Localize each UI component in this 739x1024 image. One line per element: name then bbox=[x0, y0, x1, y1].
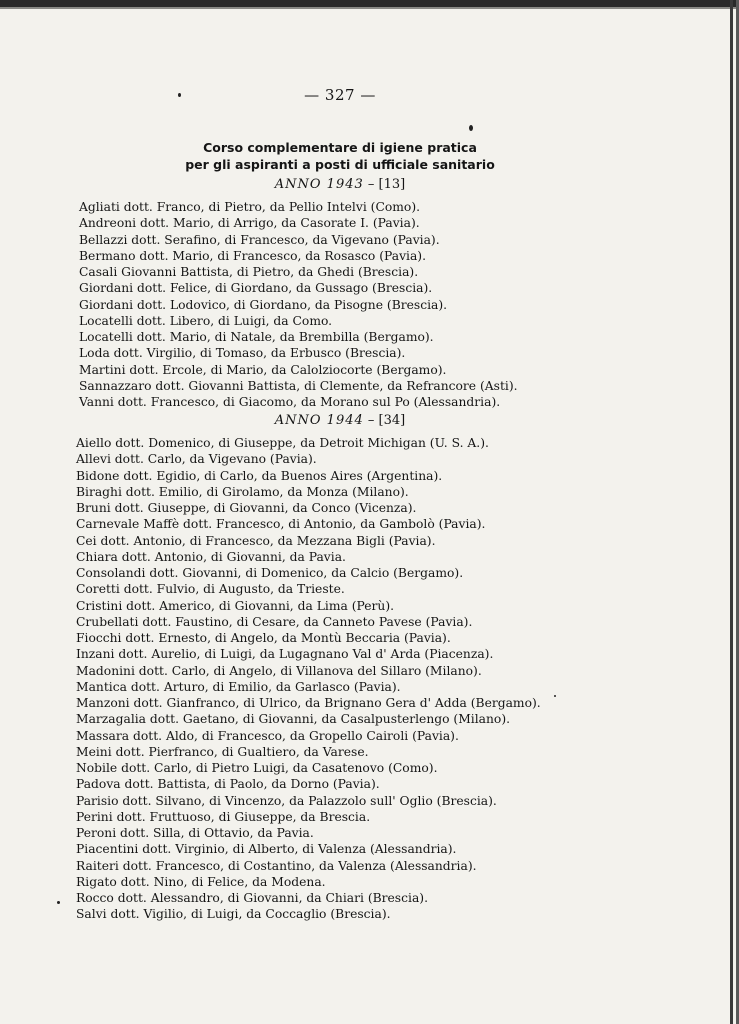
list-item: Salvi dott. Vigilio, di Luigi, da Coccaglio (Brescia). bbox=[76, 907, 391, 922]
year-label: ANNO 1944 bbox=[274, 413, 364, 428]
name-list-1944 bbox=[0, 435, 541, 923]
list-item: Locatelli dott. Libero, di Luigi, da Como. bbox=[79, 313, 333, 328]
list-item: Chiara dott. Antonio, di Giovanni, da Pavia. bbox=[76, 549, 346, 564]
list-item: Raiteri dott. Francesco, di Costantino, da Valenza (Alessandria). bbox=[76, 858, 477, 873]
scan-top-border bbox=[0, 0, 739, 7]
year-heading-1943 bbox=[0, 177, 680, 192]
list-item: Sannazzaro dott. Giovanni Battista, di Clemente, da Refrancore (Asti). bbox=[79, 378, 518, 393]
list-item: Bellazzi dott. Serafino, di Francesco, da Vigevano (Pavia). bbox=[79, 232, 440, 247]
list-item: Bruni dott. Giuseppe, di Giovanni, da Conco (Vicenza). bbox=[76, 501, 417, 515]
list-item: Marzagalia dott. Gaetano, di Giovanni, da Casalpusterlengo (Milano). bbox=[76, 712, 511, 727]
list-item: Cristini dott. Americo, di Giovanni, da Lima (Perù). bbox=[76, 598, 395, 613]
title-line-2: per gli aspiranti a posti di ufficiale sanitario bbox=[185, 157, 495, 172]
list-item: Casali Giovanni Battista, di Pietro, da Ghedi (Brescia). bbox=[79, 265, 419, 279]
list-item: Bidone dott. Egidio, di Carlo, da Buenos Aires (Argentina). bbox=[76, 468, 443, 483]
scan-speck bbox=[554, 695, 556, 697]
name-list-1943 bbox=[0, 199, 518, 410]
year-heading-1944 bbox=[0, 413, 680, 428]
list-item: Inzani dott. Aurelio, di Luigi, da Lugagnano Val d' Arda (Piacenza). bbox=[76, 647, 494, 662]
year-label: ANNO 1943 bbox=[274, 177, 364, 192]
list-item: Peroni dott. Silla, di Ottavio, da Pavia. bbox=[76, 826, 314, 840]
list-item: Perini dott. Fruttuoso, di Giuseppe, da Brescia. bbox=[76, 809, 371, 824]
list-item: Bermano dott. Mario, di Francesco, da Rosasco (Pavia). bbox=[79, 248, 426, 263]
list-item: Rocco dott. Alessandro, di Giovanni, da Chiari (Brescia). bbox=[76, 891, 428, 905]
page-number: — 327 — bbox=[304, 86, 376, 104]
list-item: Manzoni dott. Gianfranco, di Ulrico, da Brignano Gera d' Adda (Bergamo). bbox=[76, 696, 541, 710]
list-item: Meini dott. Pierfranco, di Gualtiero, da Varese. bbox=[76, 744, 369, 759]
list-item: Nobile dott. Carlo, di Pietro Luigi, da Casatenovo (Como). bbox=[76, 761, 438, 775]
list-item: Madonini dott. Carlo, di Angelo, di Villanova del Sillaro (Milano). bbox=[76, 663, 482, 678]
list-item: Martini dott. Ercole, di Mario, da Calolziocorte (Bergamo). bbox=[79, 362, 447, 377]
list-item: Giordani dott. Lodovico, di Giordano, da Pisogne (Brescia). bbox=[79, 297, 448, 312]
list-item: Crubellati dott. Faustino, di Cesare, da Canneto Pavese (Pavia). bbox=[76, 614, 473, 629]
list-item: Carnevale Maffè dott. Francesco, di Antonio, da Gambolò (Pavia). bbox=[76, 517, 486, 532]
title-line-1: Corso complementare di igiene pratica bbox=[203, 140, 477, 155]
list-item: Cei dott. Antonio, di Francesco, da Mezzana Bigli (Pavia). bbox=[76, 533, 436, 548]
list-item: Andreoni dott. Mario, di Arrigo, da Casorate I. (Pavia). bbox=[79, 216, 420, 231]
list-item: Giordani dott. Felice, di Giordano, da Gussago (Brescia). bbox=[79, 281, 433, 296]
list-item: Aiello dott. Domenico, di Giuseppe, da Detroit Michigan (U. S. A.). bbox=[76, 436, 489, 450]
list-item: Fiocchi dott. Ernesto, di Angelo, da Montù Beccaria (Pavia). bbox=[76, 631, 451, 645]
year-count: – [34] bbox=[367, 413, 406, 428]
list-item: Locatelli dott. Mario, di Natale, da Brembilla (Bergamo). bbox=[79, 330, 434, 344]
list-item: Vanni dott. Francesco, di Giacomo, da Morano sul Po (Alessandria). bbox=[79, 395, 501, 409]
scan-right-border bbox=[730, 0, 733, 1024]
list-item: Consolandi dott. Giovanni, di Domenico, da Calcio (Bergamo). bbox=[76, 566, 464, 580]
scan-top-border-shadow bbox=[0, 7, 739, 9]
list-item: Coretti dott. Fulvio, di Augusto, da Trieste. bbox=[76, 582, 345, 597]
list-item: Agliati dott. Franco, di Pietro, da Pellio Intelvi (Como). bbox=[79, 200, 421, 214]
list-item: Allevi dott. Carlo, da Vigevano (Pavia). bbox=[76, 452, 317, 467]
list-item: Loda dott. Virgilio, di Tomaso, da Erbusco (Brescia). bbox=[79, 346, 406, 361]
list-item: Mantica dott. Arturo, di Emilio, da Garlasco (Pavia). bbox=[76, 679, 401, 694]
list-item: Padova dott. Battista, di Paolo, da Dorno (Pavia). bbox=[76, 777, 380, 792]
list-item: Massara dott. Aldo, di Francesco, da Gropello Cairoli (Pavia). bbox=[76, 728, 459, 743]
scan-speck bbox=[469, 125, 473, 131]
page-title bbox=[0, 139, 680, 173]
year-count: – [13] bbox=[367, 177, 406, 192]
list-item: Parisio dott. Silvano, di Vincenzo, da Palazzolo sull' Oglio (Brescia). bbox=[76, 793, 497, 808]
list-item: Biraghi dott. Emilio, di Girolamo, da Monza (Milano). bbox=[76, 484, 409, 499]
list-item: Rigato dott. Nino, di Felice, da Modena. bbox=[76, 874, 326, 889]
list-item: Piacentini dott. Virginio, di Alberto, di Valenza (Alessandria). bbox=[76, 842, 457, 857]
